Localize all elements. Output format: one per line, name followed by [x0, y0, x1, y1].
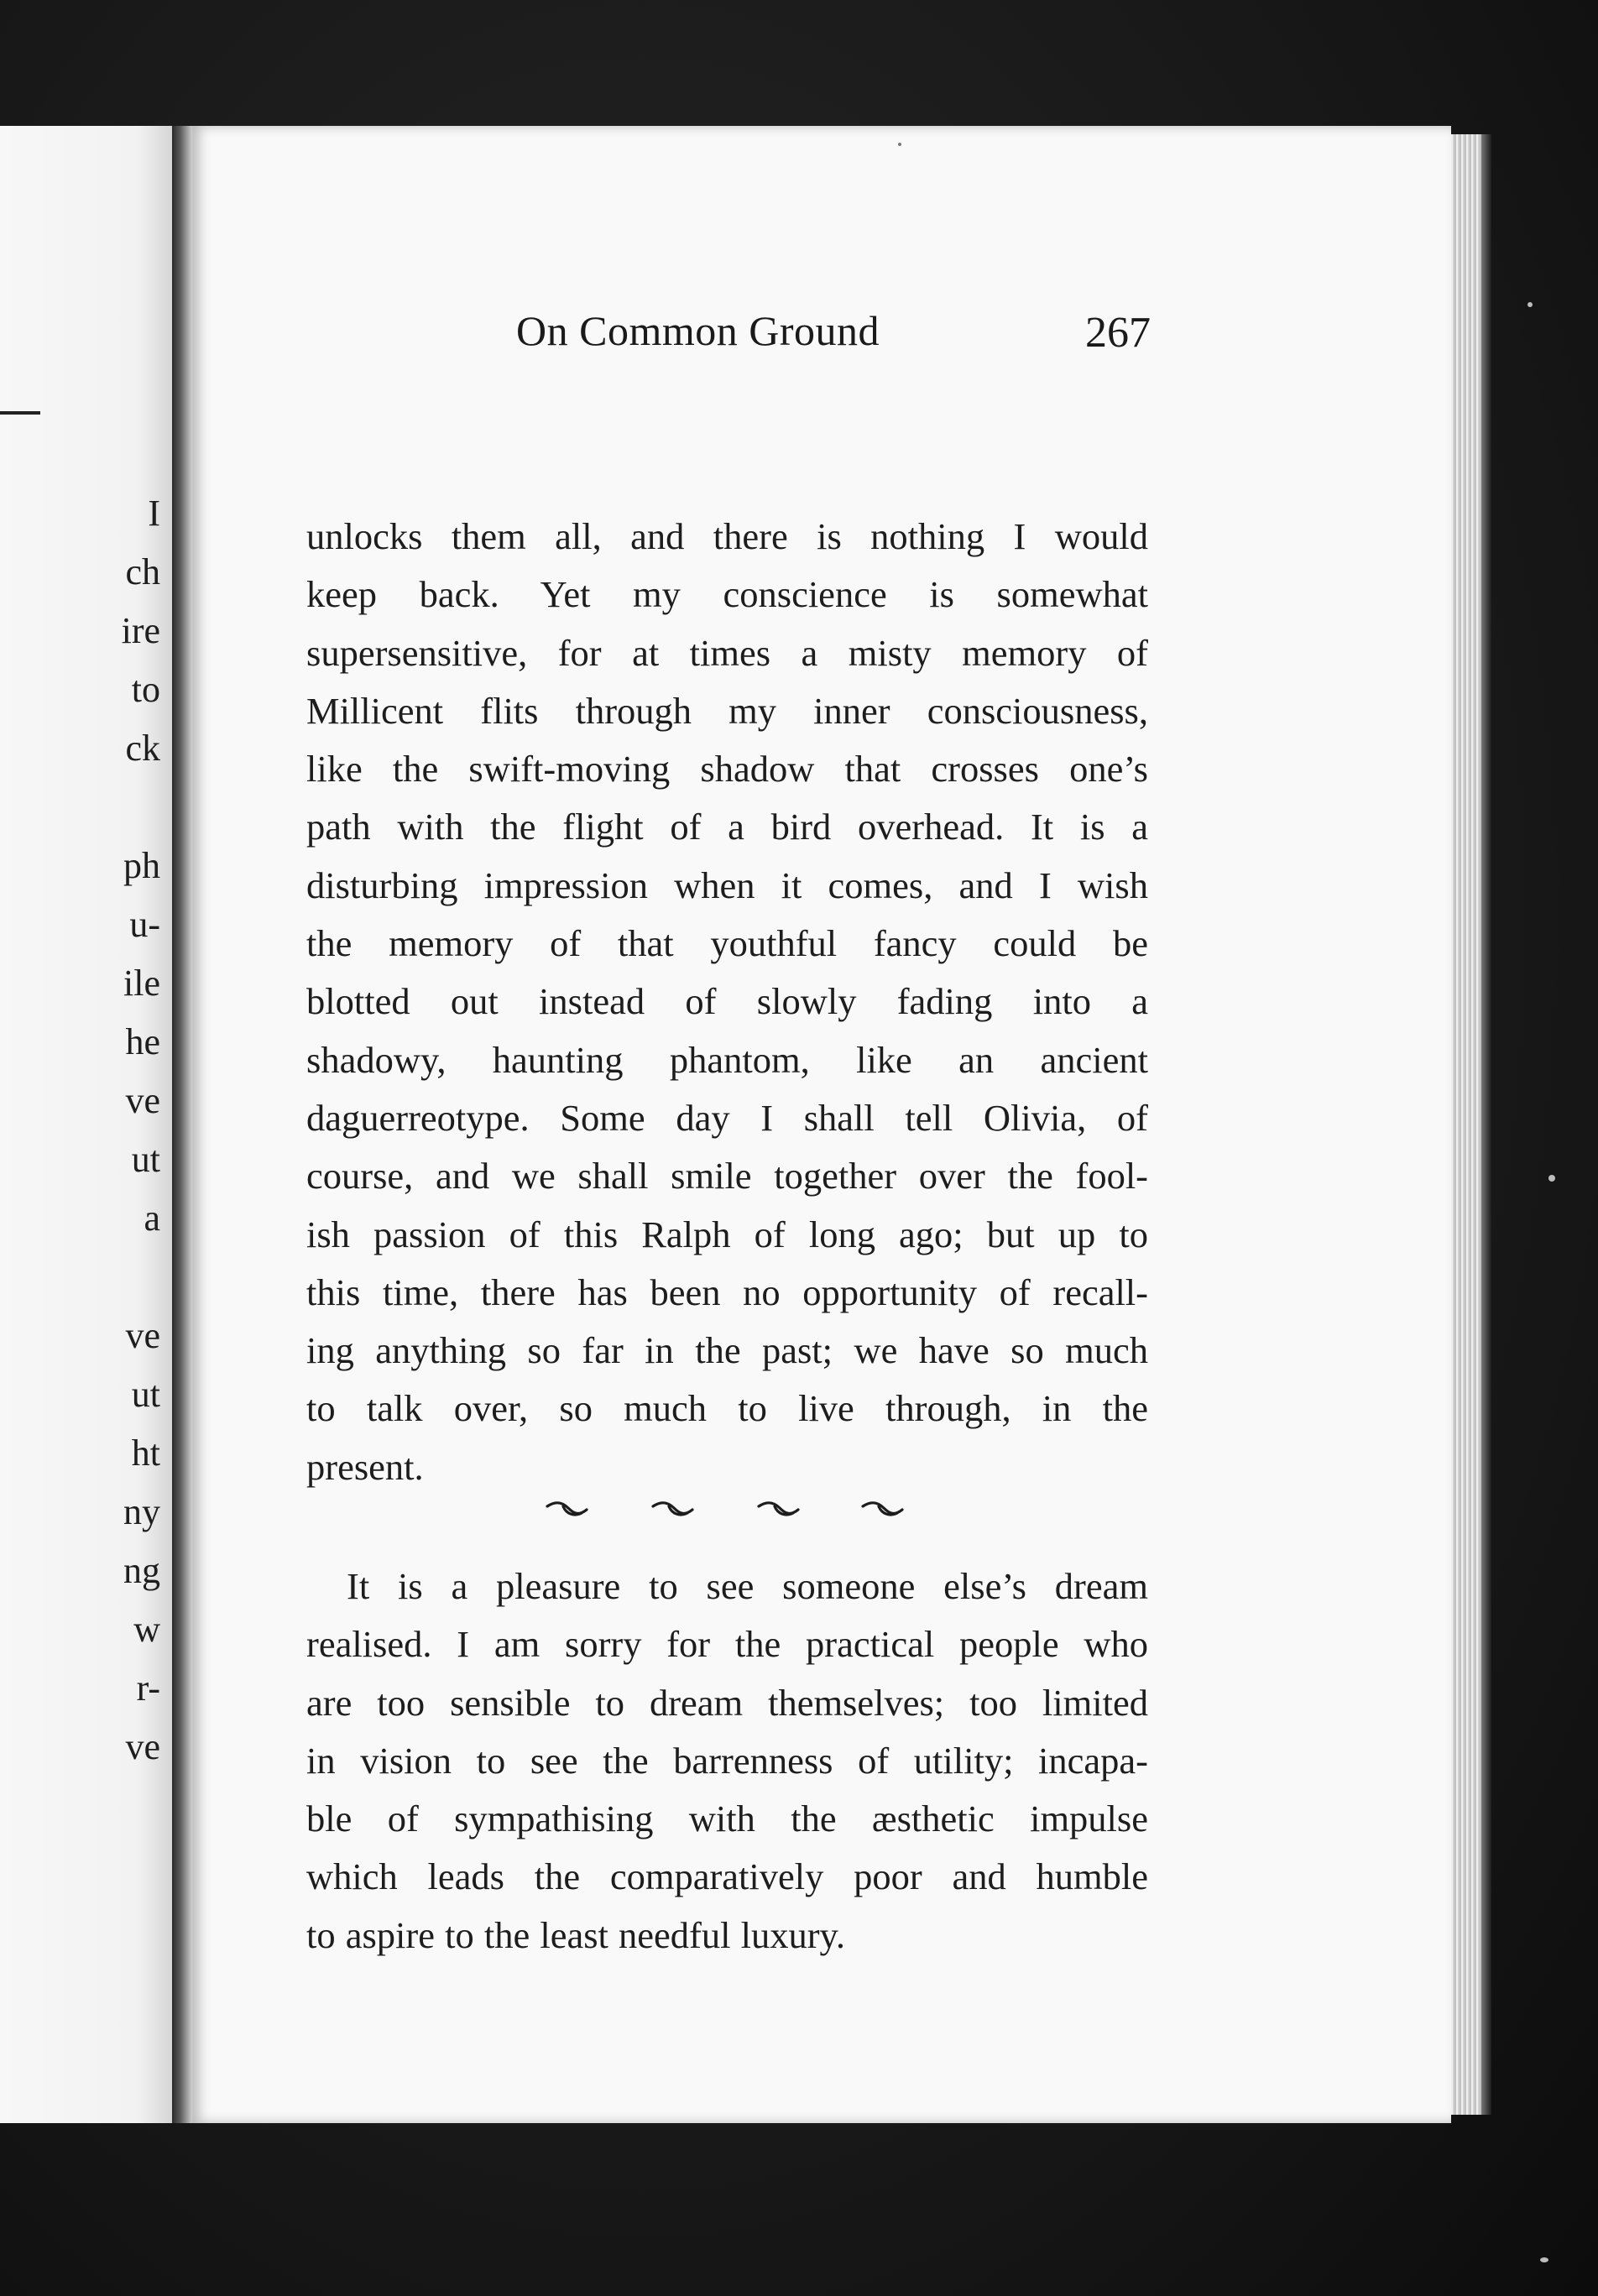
- left-page-line-fragment: ile: [123, 963, 160, 1004]
- text-line: this time, there has been no opportunity of recall-: [306, 1271, 1148, 1313]
- page-edges: [1451, 134, 1481, 2115]
- left-page-rule: [0, 411, 40, 415]
- left-page-line-fragment: w: [133, 1609, 160, 1650]
- text-line: ing anything so far in the past; we have so much: [306, 1329, 1148, 1372]
- book-page: [192, 126, 1451, 2123]
- left-page-line-fragment: ng: [123, 1550, 160, 1591]
- text-line: the memory of that youthful fancy could be: [306, 922, 1148, 965]
- left-page-line-fragment: a: [144, 1198, 160, 1239]
- text-line: disturbing impression when it comes, and I wish: [306, 864, 1148, 906]
- left-page-line-fragment: ve: [125, 1080, 160, 1121]
- text-line: shadowy, haunting phantom, like an ancient: [306, 1038, 1148, 1081]
- left-page-line-fragment: I: [148, 493, 160, 534]
- text-line: Millicent flits through my inner consciousness,: [306, 689, 1148, 732]
- text-line: ble of sympathising with the æsthetic impulse: [306, 1798, 1148, 1840]
- left-page-line-fragment: ny: [123, 1491, 160, 1532]
- running-head-title: On Common Ground: [516, 307, 880, 354]
- tilde-scroll-ornament-icon: [545, 1498, 593, 1523]
- text-line: present.: [306, 1445, 424, 1488]
- paragraph-1: [306, 508, 1148, 1496]
- text-line: to talk over, so much to live through, in the: [306, 1387, 1148, 1430]
- scan-speck: [1540, 2257, 1548, 2262]
- left-page-line-fragment: ph: [123, 845, 160, 886]
- left-page-line-fragment: ire: [121, 610, 160, 651]
- scan-speck: [898, 143, 901, 146]
- text-line: unlocks them all, and there is nothing I would: [306, 515, 1148, 557]
- left-page-line-fragment: ut: [131, 1374, 160, 1415]
- text-line: like the swift-moving shadow that crosses one’s: [306, 748, 1148, 791]
- left-page-line-fragment: he: [125, 1021, 160, 1062]
- left-page-line-fragment: ut: [131, 1139, 160, 1180]
- left-page-line-fragment: r-: [136, 1667, 160, 1709]
- tilde-scroll-ornament-icon: [650, 1498, 699, 1523]
- left-page-line-fragment: ch: [125, 551, 160, 592]
- tilde-scroll-ornament-icon: [756, 1498, 805, 1523]
- left-page-line-fragment: ve: [125, 1726, 160, 1767]
- scan-speck: [1528, 302, 1533, 307]
- text-line: keep back. Yet my conscience is somewhat: [306, 573, 1148, 616]
- book-gutter: [172, 126, 192, 2123]
- left-page-fragment: [0, 126, 177, 2123]
- text-line: which leads the comparatively poor and humble: [306, 1855, 1148, 1898]
- text-line: ish passion of this Ralph of long ago; but up to: [306, 1213, 1148, 1255]
- text-line: It is a pleasure to see someone else’s dream: [347, 1565, 1148, 1607]
- left-page-line-fragment: u-: [129, 904, 160, 945]
- left-page-line-fragment: ve: [125, 1315, 160, 1356]
- paragraph-2: [306, 1558, 1148, 1965]
- left-page-line-fragment: to: [131, 669, 160, 710]
- text-line: blotted out instead of slowly fading into a: [306, 980, 1148, 1023]
- text-line: in vision to see the barrenness of utility; incapa-: [306, 1739, 1148, 1782]
- text-line: realised. I am sorry for the practical people who: [306, 1623, 1148, 1666]
- scan-speck: [1548, 1175, 1555, 1182]
- page-edge-shadow: [1481, 134, 1491, 2115]
- text-line: are too sensible to dream themselves; too limited: [306, 1681, 1148, 1724]
- text-line: supersensitive, for at times a misty memory of: [306, 631, 1148, 674]
- page-number: 267: [1085, 309, 1151, 357]
- left-page-line-fragment: ck: [125, 728, 160, 769]
- tilde-scroll-ornament-icon: [860, 1498, 909, 1523]
- running-head: [192, 306, 1451, 365]
- text-line: course, and we shall smile together over the fool-: [306, 1155, 1148, 1198]
- text-line: to aspire to the least needful luxury.: [306, 1913, 845, 1956]
- section-break-ornaments: [192, 1498, 1451, 1540]
- text-line: daguerreotype. Some day I shall tell Olivia, of: [306, 1096, 1148, 1139]
- text-line: path with the flight of a bird overhead. It is a: [306, 806, 1148, 848]
- left-page-line-fragment: ht: [131, 1432, 160, 1474]
